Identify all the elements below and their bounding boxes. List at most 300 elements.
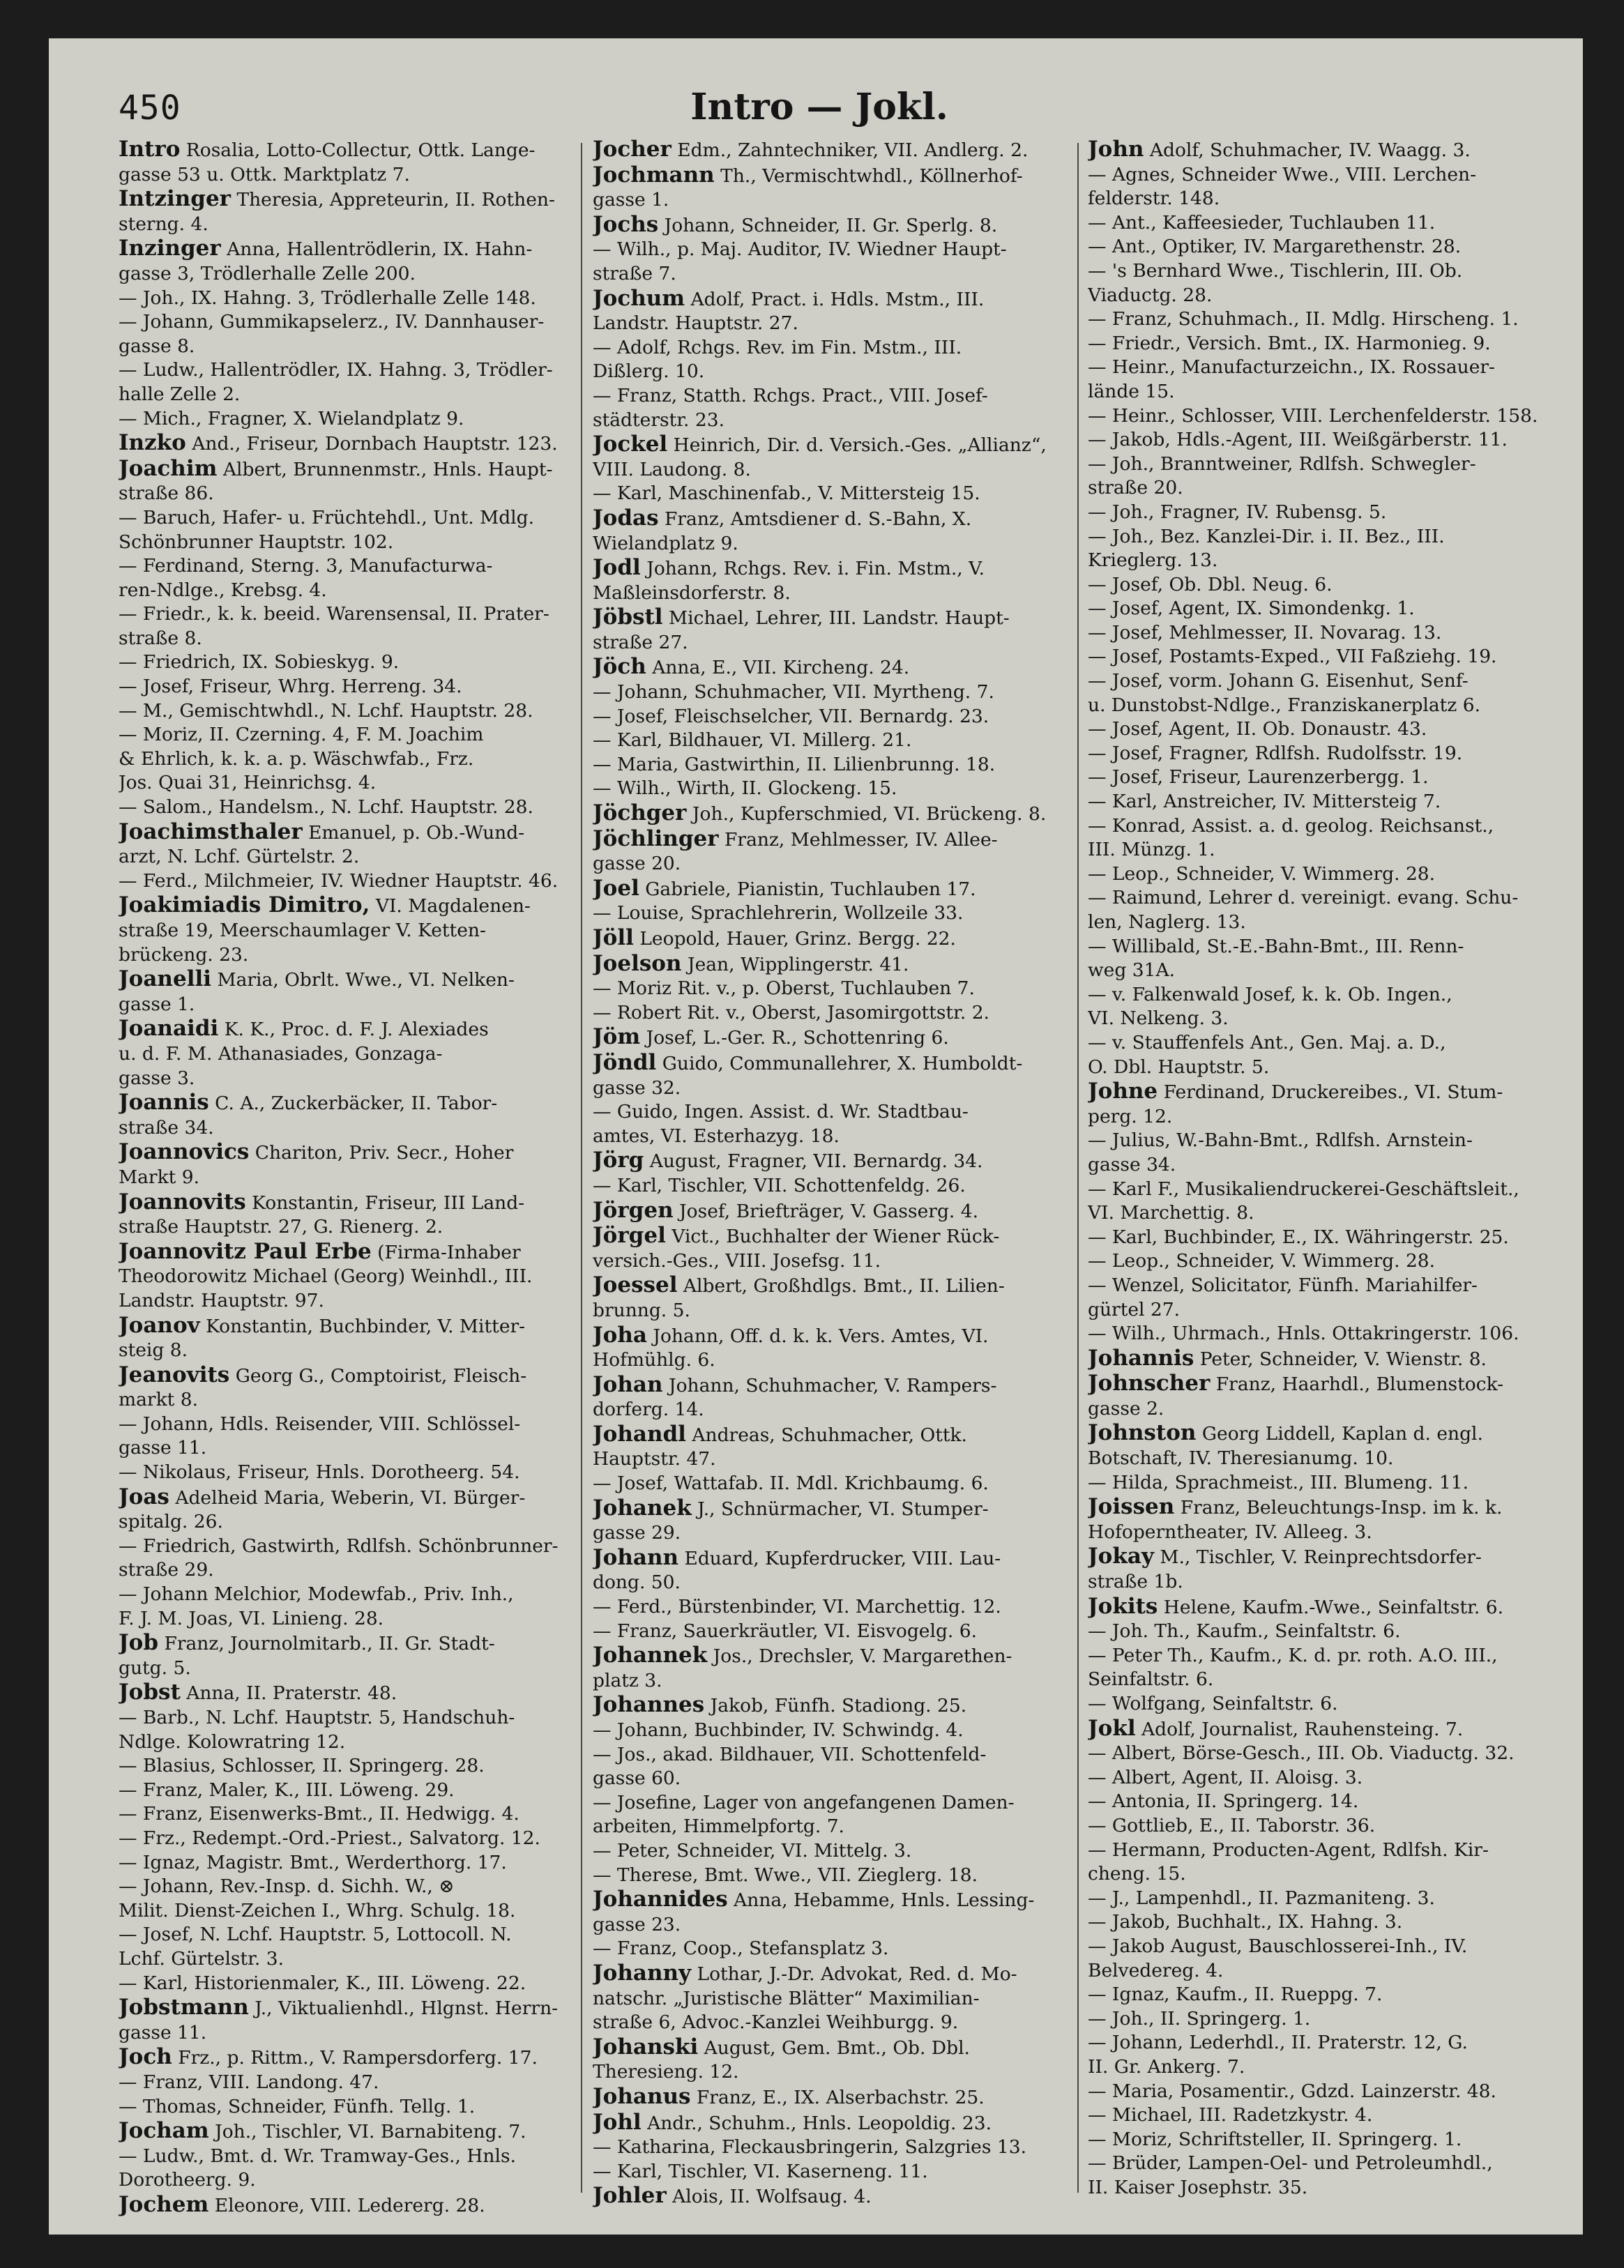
entry-text: — Michael, III. Radetzkystr. 4. <box>1088 2104 1373 2126</box>
entry-line <box>119 1215 565 1240</box>
entry-text: — Adolf, Rchgs. Rev. im Fin. Mstm., III. <box>593 336 962 358</box>
entry-text: — Frz., Redempt.-Ord.-Priest., Salvatorg. 12. <box>119 1827 540 1849</box>
entry-line <box>1088 1105 1562 1129</box>
surname: Johler <box>593 2184 667 2209</box>
entry-line <box>1088 501 1562 525</box>
entry-line <box>119 993 565 1017</box>
entry-text: Anna, E., VII. Kircheng. 24. <box>646 657 910 679</box>
entry-line <box>593 360 1067 384</box>
entry-text: — Joh. Th., Kaufm., Seinfaltstr. 6. <box>1088 1620 1401 1643</box>
entry-text: — Josef, Agent, II. Ob. Donaustr. 43. <box>1088 718 1427 740</box>
entry-text: Albert, Brunnenmstr., Hnls. Haupt- <box>217 458 553 480</box>
entry-line <box>119 2145 565 2169</box>
entry-line <box>1088 549 1562 573</box>
entry-line <box>119 1972 565 1996</box>
entry-line <box>1088 1322 1562 1346</box>
entry-text: — Friedrich, Gastwirth, Rdlfsh. Schönbrunner- <box>119 1535 559 1557</box>
entry-text: Joh., Kupferschmied, VI. Brückeng. 8. <box>686 803 1047 825</box>
entry-line <box>593 1051 1067 1076</box>
entry-line <box>119 1802 565 1827</box>
entry-text: — Wilh., Uhrmach., Hnls. Ottakringerstr. 106. <box>1088 1323 1519 1345</box>
entry-text: Franz, Haarhdl., Blumenstock- <box>1210 1373 1504 1396</box>
entry-text: — Ignaz, Kaufm., II. Rueppg. 7. <box>1088 1984 1383 2006</box>
entry-text: natschr. „Juristische Blätter“ Maximilian- <box>593 1987 980 2009</box>
entry-text: Franz, Beleuchtungs-Insp. im k. k. <box>1174 1497 1503 1519</box>
entry-text: Jos. Quai 31, Heinrichsg. 4. <box>119 772 377 794</box>
entry-line <box>1088 1298 1562 1323</box>
entry-text: II. Kaiser Josephstr. 35. <box>1088 2176 1308 2198</box>
entry-line <box>119 1631 565 1657</box>
entry-text: Th., Vermischtwhdl., Köllnerhof- <box>714 165 1023 187</box>
entry-line <box>1088 862 1562 887</box>
entry-line <box>119 2193 565 2218</box>
entry-text: Albert, Großhdlgs. Bmt., II. Lilien- <box>677 1275 1005 1297</box>
entry-line <box>593 1174 1067 1198</box>
entry-text: — Nikolaus, Friseur, Hnls. Dorotheerg. 54. <box>119 1461 520 1484</box>
entry-text: markt 8. <box>119 1389 199 1411</box>
entry-text: & Ehrlich, k. k. a. p. Wäschwfab., Frz. <box>119 747 474 770</box>
entry-text: — Ferdinand, Sterng. 3, Manufacturwa- <box>119 555 493 577</box>
entry-text: — Konrad, Assist. a. d. geolog. Reichsanst., <box>1088 814 1494 837</box>
entry-line <box>1088 1887 1562 1911</box>
surname: Joanaidi <box>119 1017 219 1042</box>
entry-line <box>119 1607 565 1631</box>
entry-text: — Julius, W.-Bahn-Bmt., Rdlfsh. Arnstein- <box>1088 1129 1473 1152</box>
entry-line <box>593 1398 1067 1422</box>
entry-text: — Leop., Schneider, V. Wimmerg. 28. <box>1088 1250 1436 1272</box>
entry-line <box>119 2021 565 2046</box>
entry-text: — Maria, Gastwirthin, II. Lilienbrunng. 18. <box>593 753 996 775</box>
entry-line <box>593 213 1067 238</box>
entry-text: — Friedr., Versich. Bmt., IX. Harmonieg. 9. <box>1088 332 1491 354</box>
entry-line <box>1088 235 1562 259</box>
entry-line <box>1088 1495 1562 1521</box>
entry-line <box>593 1323 1067 1349</box>
entry-text: — Josef, Friseur, Whrg. Herreng. 34. <box>119 676 462 698</box>
entry-text: Franz, Journolmitarb., II. Gr. Stadt- <box>158 1633 495 1655</box>
entry-line <box>593 605 1067 631</box>
entry-line <box>593 2011 1067 2035</box>
entry-line <box>119 1779 565 1803</box>
entry-line <box>119 1947 565 1972</box>
entry-text: — Josef, Mehlmesser, II. Novarag. 13. <box>1088 621 1442 644</box>
surname: Johl <box>593 2110 642 2135</box>
surname: Jöndl <box>593 1050 657 1075</box>
entry-line <box>1088 790 1562 814</box>
entry-line <box>1088 1153 1562 1178</box>
entry-line <box>119 1535 565 1559</box>
entry-text: Theresia, Appreteurin, II. Rothen- <box>231 189 555 211</box>
entry-line <box>593 1076 1067 1101</box>
entry-text: straße 34. <box>119 1116 214 1139</box>
surname: Joha <box>593 1323 647 1348</box>
entry-line <box>119 2119 565 2145</box>
entry-text: — Ant., Kaffeesieder, Tuchlauben 11. <box>1088 211 1436 234</box>
entry-text: Lothar, J.-Dr. Advokat, Red. d. Mo- <box>691 1963 1017 1985</box>
entry-text: — Josef, Agent, IX. Simondenkg. 1. <box>1088 598 1415 620</box>
surname: Johanek <box>593 1495 692 1521</box>
surname: Joissen <box>1088 1495 1175 1520</box>
entry-line <box>119 1995 565 2021</box>
entry-line <box>119 1706 565 1730</box>
entry-line <box>593 432 1067 458</box>
entry-line <box>119 820 565 846</box>
entry-text: (Firma-Inhaber <box>371 1241 521 1263</box>
entry-text: Adolf, Schuhmacher, IV. Waagg. 3. <box>1144 139 1471 161</box>
entry-line <box>593 876 1067 902</box>
entry-line <box>119 482 565 506</box>
entry-line <box>119 187 565 213</box>
entry-text: — Franz, Schuhmach., II. Mdlg. Hirscheng. 1. <box>1088 308 1519 330</box>
entry-line <box>593 801 1067 827</box>
entry-text: Josef, Briefträger, V. Gasserg. 4. <box>673 1200 979 1222</box>
entry-text: — Franz, Maler, K., III. Löweng. 29. <box>119 1779 455 1801</box>
entry-text: — Josefine, Lager von angefangenen Damen- <box>593 1791 1015 1813</box>
entry-text: Landstr. Hauptstr. 27. <box>593 312 798 335</box>
entry-line <box>119 771 565 796</box>
entry-line <box>119 699 565 724</box>
entry-text: Viaductg. 28. <box>1088 284 1213 306</box>
entry-line <box>593 1521 1067 1546</box>
surname: Jöm <box>593 1025 641 1050</box>
entry-text: u. d. F. M. Athanasiades, Gonzaga- <box>119 1042 443 1065</box>
surname: Jodl <box>593 556 641 581</box>
entry-line <box>119 457 565 482</box>
entry-line <box>119 845 565 869</box>
surname: Jeanovits <box>119 1362 230 1387</box>
entry-text: — Katharina, Fleckausbringerin, Salzgries 13. <box>593 2136 1027 2159</box>
entry-line <box>593 1546 1067 1571</box>
entry-line <box>1088 1570 1562 1595</box>
entry-line <box>593 1669 1067 1694</box>
entry-text: Johann, Schuhmacher, V. Rampers- <box>662 1374 997 1396</box>
entry-text: — Josef, Ob. Dbl. Neug. 6. <box>1088 573 1333 595</box>
entry-text: Joh., Tischler, VI. Barnabiteng. 7. <box>208 2121 526 2143</box>
entry-line <box>119 1265 565 1289</box>
entry-text: straße 27. <box>593 631 688 653</box>
entry-text: Chariton, Priv. Secr., Hoher <box>249 1142 514 1164</box>
entry-text: Andreas, Schuhmacher, Ottk. <box>685 1424 967 1446</box>
entry-text: — Guido, Ingen. Assist. d. Wr. Stadtbau- <box>593 1101 969 1123</box>
entry-text: Lchf. Gürtelstr. 3. <box>119 1947 284 1970</box>
entry-text: spitalg. 26. <box>119 1511 223 1533</box>
entry-text: August, Fragner, VII. Bernardg. 34. <box>644 1150 983 1173</box>
surname: Joannovits <box>119 1189 246 1215</box>
surname: Johannis <box>1088 1346 1194 1371</box>
surname: Jöchger <box>593 801 687 826</box>
entry-line <box>593 2085 1067 2110</box>
running-head: Intro — Jokl. <box>690 86 948 128</box>
surname: Johanus <box>593 2084 691 2109</box>
surname: Johannes <box>593 1693 705 1718</box>
entry-text: Emanuel, p. Ob.-Wund- <box>302 821 525 844</box>
entry-text: Guido, Communallehrer, X. Humboldt- <box>656 1052 1023 1074</box>
directory-page <box>49 38 1583 2235</box>
entry-line <box>1088 1668 1562 1692</box>
surname: Johan <box>593 1372 663 1397</box>
entry-text: straße 19, Meerschaumlager V. Ketten- <box>119 920 486 941</box>
entry-text: Dißlerg. 10. <box>593 360 705 383</box>
entry-text: — Therese, Bmt. Wwe., VII. Zieglerg. 18. <box>593 1864 978 1886</box>
entry-text: gasse 23. <box>593 1913 681 1935</box>
entry-text: — Peter, Schneider, VI. Mittelg. 3. <box>593 1839 912 1862</box>
entry-text: Andr., Schuhm., Hnls. Leopoldig. 23. <box>641 2112 992 2134</box>
entry-text: gasse 34. <box>1088 1153 1176 1175</box>
entry-line <box>593 1496 1067 1522</box>
entry-text: Anna, II. Praterstr. 48. <box>180 1682 397 1705</box>
entry-text: — Karl F., Musikaliendruckerei-Geschäftsleit., <box>1088 1178 1519 1200</box>
entry-text: brückeng. 23. <box>119 943 249 966</box>
entry-line <box>1088 1397 1562 1422</box>
entry-text: amtes, VI. Esterhazyg. 18. <box>593 1125 840 1147</box>
entry-line <box>119 383 565 407</box>
entry-line <box>119 1067 565 1091</box>
entry-line <box>593 1224 1067 1249</box>
page-number: 450 <box>119 89 181 128</box>
entry-text: M., Tischler, V. Reinprechtsdorfer- <box>1153 1546 1482 1569</box>
entry-line <box>119 1583 565 1607</box>
entry-text: J., Viktualienhdl., Hlgnst. Herrn- <box>248 1997 559 2020</box>
entry-text: Konstantin, Friseur, III Land- <box>245 1192 525 1214</box>
entry-line <box>1088 404 1562 429</box>
entry-line <box>1088 525 1562 549</box>
surname: Jöchlinger <box>593 826 719 851</box>
entry-line <box>1088 1178 1562 1202</box>
entry-text: — Baruch, Hafer- u. Früchtehdl., Unt. Mdlg. <box>119 506 535 528</box>
entry-line <box>593 1815 1067 1839</box>
entry-line <box>119 1558 565 1583</box>
entry-line <box>119 358 565 383</box>
entry-text: Georg Liddell, Kaplan d. engl. <box>1196 1423 1483 1445</box>
entry-line <box>1088 1421 1562 1447</box>
entry-text: VI. Nelkeng. 3. <box>1088 1007 1229 1030</box>
entry-line <box>1088 1717 1562 1742</box>
surname: Joch <box>119 2045 172 2070</box>
entry-line <box>1088 911 1562 935</box>
entry-text: — Johann Melchior, Modewfab., Priv. Inh., <box>119 1583 514 1606</box>
entry-line <box>593 926 1067 952</box>
entry-text: — Karl, Tischler, VI. Kaserneng. 11. <box>593 2160 928 2182</box>
entry-line <box>119 213 565 237</box>
entry-text: — Willibald, St.-E.-Bahn-Bmt., III. Renn- <box>1088 935 1464 957</box>
entry-line <box>593 977 1067 1001</box>
entry-line <box>593 1693 1067 1719</box>
entry-line <box>593 458 1067 482</box>
entry-text: gasse 8. <box>119 335 195 357</box>
entry-text: — Friedr., k. k. beeid. Warensensal, II. Prater- <box>119 603 549 625</box>
column-3 <box>1088 137 1562 2200</box>
entry-line <box>593 1472 1067 1496</box>
entry-text: straße 8. <box>119 627 202 649</box>
entry-line <box>1088 1814 1562 1839</box>
entry-line <box>593 1767 1067 1791</box>
entry-text: — Moriz, Schriftsteller, II. Springerg. 1. <box>1088 2128 1462 2150</box>
entry-line <box>593 705 1067 729</box>
entry-line <box>593 1839 1067 1864</box>
entry-text: — Louise, Sprachlehrerin, Wollzeile 33. <box>593 902 964 924</box>
entry-line <box>119 531 565 555</box>
entry-text: — Ignaz, Magistr. Bmt., Werderthorg. 17. <box>119 1851 507 1873</box>
entry-line <box>1088 2055 1562 2080</box>
entry-text: — Johann, Buchbinder, IV. Schwindg. 4. <box>593 1719 964 1741</box>
entry-line <box>1088 2103 1562 2128</box>
entry-line <box>1088 1692 1562 1717</box>
entry-text: Jos., Drechsler, V. Margarethen- <box>707 1645 1012 1668</box>
entry-text: — 's Bernhard Wwe., Tischlerin, III. Ob. <box>1088 259 1463 282</box>
entry-text: — Franz, Coop., Stefansplatz 3. <box>593 1938 889 1960</box>
entry-text: — Johann, Rev.-Insp. d. Sichh. W., ⊗ <box>119 1875 455 1898</box>
entry-line <box>1088 476 1562 501</box>
entry-text: felderstr. 148. <box>1088 188 1220 210</box>
entry-text: — Franz, Eisenwerks-Bmt., II. Hedwigg. 4. <box>119 1803 519 1825</box>
entry-line <box>593 1198 1067 1224</box>
entry-line <box>593 482 1067 506</box>
entry-line <box>1088 428 1562 452</box>
surname: Jörgel <box>593 1224 666 1249</box>
entry-line <box>119 893 565 919</box>
entry-line <box>119 1754 565 1779</box>
entry-line <box>593 2060 1067 2085</box>
entry-line <box>1088 1346 1562 1372</box>
page-header <box>119 80 1520 143</box>
entry-text: Jean, Wipplingerstr. 41. <box>681 953 909 975</box>
entry-text: — Maria, Posamentir., Gdzd. Lainzerstr. 48. <box>1088 2080 1496 2102</box>
entry-text: steig 8. <box>119 1339 188 1362</box>
entry-text: gasse 20. <box>593 853 681 875</box>
entry-line <box>1088 573 1562 598</box>
entry-text: — Leop., Schneider, V. Wimmerg. 28. <box>1088 862 1436 885</box>
entry-line <box>119 1140 565 1166</box>
surname: Joannovitz Paul Erbe <box>119 1239 372 1264</box>
entry-line <box>119 1413 565 1437</box>
entry-text: — Johann, Schuhmacher, VII. Myrtheng. 7. <box>593 681 994 703</box>
entry-text: — Ferd., Milchmeier, IV. Wiedner Hauptstr. 46. <box>119 869 559 892</box>
surname: Johannides <box>593 1887 728 1912</box>
entry-line <box>593 2184 1067 2209</box>
entry-line <box>1088 838 1562 862</box>
entry-line <box>119 407 565 432</box>
entry-line <box>119 1899 565 1924</box>
entry-line <box>593 1719 1067 1743</box>
entry-text: — Antonia, II. Springerg. 14. <box>1088 1790 1359 1813</box>
entry-text: Franz, Mehlmesser, IV. Allee- <box>718 828 998 851</box>
entry-text: arbeiten, Himmelpfortg. 7. <box>593 1816 844 1838</box>
surname: Jokl <box>1088 1716 1136 1741</box>
entry-text: — Joh., Fragner, IV. Rubensg. 5. <box>1088 501 1387 523</box>
entry-text: straße 6, Advoc.-Kanzlei Weihburgg. 9. <box>593 2011 959 2034</box>
entry-text: Maria, Obrlt. Wwe., VI. Nelken- <box>211 969 515 991</box>
entry-line <box>593 163 1067 189</box>
surname: Joas <box>119 1484 169 1509</box>
entry-text: — Gottlieb, E., II. Taborstr. 36. <box>1088 1814 1376 1836</box>
entry-text: — Josef, N. Lchf. Hauptstr. 5, Lottocoll. N. <box>119 1924 512 1946</box>
entry-line <box>593 1249 1067 1274</box>
entry-text: — J., Lampenhdl., II. Pazmaniteng. 3. <box>1088 1887 1435 1909</box>
entry-line <box>593 556 1067 581</box>
entry-line <box>1088 2007 1562 2032</box>
entry-line <box>119 602 565 627</box>
entry-line <box>119 1190 565 1216</box>
entry-line <box>119 287 565 311</box>
column-divider <box>1077 143 1079 2193</box>
entry-line <box>593 1791 1067 1816</box>
entry-text: brunng. 5. <box>593 1299 690 1321</box>
entry-text: Vict., Buchhalter der Wiener Rück- <box>665 1226 1000 1248</box>
entry-text: gasse 32. <box>593 1076 681 1099</box>
entry-line <box>119 579 565 603</box>
surname: Jöll <box>593 926 634 950</box>
entry-text: straße 1b. <box>1088 1571 1183 1593</box>
entry-text: Leopold, Hauer, Grinz. Bergg. 22. <box>633 928 956 950</box>
column-1 <box>119 137 565 2218</box>
entry-text: — Franz, VIII. Landong. 47. <box>119 2071 379 2093</box>
entry-text: Eleonore, VIII. Ledererg. 28. <box>208 2194 485 2216</box>
entry-line <box>119 236 565 262</box>
entry-line <box>593 952 1067 977</box>
entry-text: VI. Magdalenen- <box>370 895 531 918</box>
entry-text: — Jos., akad. Bildhauer, VII. Schottenfeld- <box>593 1743 987 1765</box>
entry-line <box>1088 669 1562 694</box>
entry-line <box>119 163 565 188</box>
entry-line <box>593 409 1067 433</box>
surname: Joanelli <box>119 967 212 992</box>
entry-line <box>593 2110 1067 2136</box>
entry-text: u. Dunstobst-Ndlge., Franziskanerplatz 6. <box>1088 694 1480 716</box>
entry-line <box>593 1273 1067 1299</box>
entry-line <box>593 262 1067 287</box>
entry-line <box>593 287 1067 312</box>
entry-line <box>593 1987 1067 2011</box>
entry-text: Belvedereg. 4. <box>1088 1959 1224 1981</box>
entry-line <box>1088 307 1562 332</box>
entry-line <box>1088 1620 1562 1644</box>
entry-text: Eduard, Kupferdrucker, VIII. Lau- <box>678 1547 1001 1569</box>
entry-text: dorferg. 14. <box>593 1399 704 1421</box>
entry-text: Johann, Off. d. k. k. Vers. Amtes, VI. <box>646 1325 989 1347</box>
entry-line <box>593 852 1067 876</box>
entry-text: — Joh., IX. Hahng. 3, Trödlerhalle Zelle 148. <box>119 287 536 309</box>
entry-text: Wielandplatz 9. <box>593 532 738 554</box>
entry-text: Peter, Schneider, V. Wienstr. 8. <box>1194 1348 1487 1370</box>
entry-text: Georg G., Comptoirist, Fleisch- <box>229 1364 527 1387</box>
entry-text: — Karl, Bildhauer, VI. Millerg. 21. <box>593 729 912 752</box>
entry-line <box>1088 645 1562 669</box>
entry-text: — Brüder, Lampen-Oel- und Petroleumhdl., <box>1088 2152 1493 2175</box>
entry-text: — Karl, Tischler, VII. Schottenfeldg. 26. <box>593 1174 966 1196</box>
entry-text: straße 20. <box>1088 477 1183 499</box>
entry-text: — Wilh., p. Maj. Auditor, IV. Wiedner Haupt- <box>593 238 1007 261</box>
entry-line <box>119 1461 565 1485</box>
entry-text: gasse 60. <box>593 1767 681 1790</box>
entry-line <box>593 901 1067 926</box>
surname: Jochum <box>593 286 685 311</box>
surname: Joakimiadis Dimitro, <box>119 893 370 918</box>
surname: Johanski <box>593 2034 699 2060</box>
entry-line <box>119 919 565 943</box>
surname: Jörgen <box>593 1198 674 1223</box>
entry-line <box>1088 284 1562 308</box>
entry-text: Maßleinsdorferstr. 8. <box>593 581 791 604</box>
entry-line <box>1088 1790 1562 1814</box>
entry-line <box>1088 1644 1562 1668</box>
entry-text: C. A., Zuckerbäcker, II. Tabor- <box>208 1093 498 1115</box>
entry-text: — Albert, Agent, II. Aloisg. 3. <box>1088 1766 1363 1788</box>
entry-text: Anna, Hebamme, Hnls. Lessing- <box>727 1889 1035 1912</box>
entry-line <box>119 1875 565 1899</box>
entry-text: — Hermann, Producten-Agent, Rdlfsh. Kir- <box>1088 1839 1489 1861</box>
entry-text: Franz, Amtsdiener d. S.-Bahn, X. <box>658 508 972 530</box>
entry-line <box>119 1240 565 1265</box>
